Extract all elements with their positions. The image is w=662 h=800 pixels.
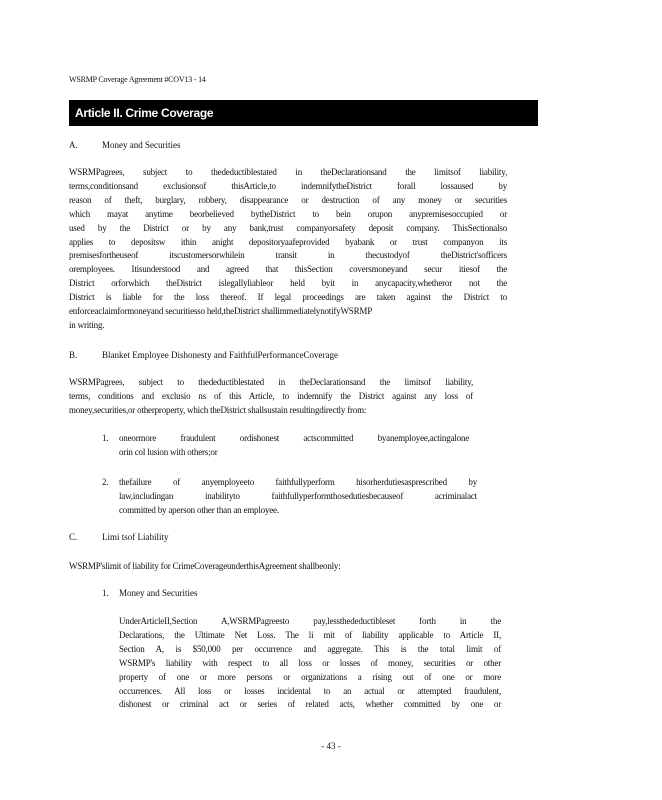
- item-number: 1.: [102, 433, 109, 443]
- text-line: applies to depositsw ithin anight depositoryaafeprovided byabank or trust companyon its: [69, 236, 507, 247]
- section-b-heading: [69, 350, 338, 360]
- text-line: WSRMP's liability with respect to all loss or losses of money, securities or other: [119, 657, 501, 668]
- item-text: [119, 432, 469, 460]
- page-number: - 43 -: [321, 741, 341, 751]
- section-letter: C.: [69, 532, 78, 542]
- text-line: oremployees. Itisunderstood and agreed that thisSection coversmoneyand secur itiesof the: [69, 264, 507, 275]
- text-line: dishonest or criminal act or series of related acts, whether committed by one or: [119, 699, 501, 710]
- section-b-body: [69, 376, 473, 418]
- text-line: Section A, is $50,000 per occurrence and aggregate. This is the total limit of: [119, 643, 501, 654]
- text-line: terms, conditions and exclusio ns of this Article, to indemnify the District against any loss of: [69, 390, 473, 401]
- text-line: oneormore fraudulent ordishonest actscommitted byanemployee,actingalone: [119, 433, 469, 443]
- section-a-heading: [69, 140, 180, 150]
- text-line: District is liable for the loss thereof. If legal proceedings are taken against the District to: [69, 292, 507, 303]
- text-line: occurrences. All loss or losses incidental to an actual or attempted fraudulent,: [119, 685, 501, 696]
- text-line: thefailure of anyemployeeto faithfullyperform hisorherdutiesasprescribed by: [119, 477, 477, 487]
- text-line: District orforwhich theDistrict islegallyliableor held byit in anycapacity,whetheror not the: [69, 278, 507, 289]
- text-line: WSRMPagrees, subject to thedeductiblestated in theDeclarationsand the limitsof liability,: [69, 377, 473, 387]
- text-line: property of one or more persons or organizations a rising out of one or more: [119, 671, 501, 682]
- text-line: law,includingan inabilityto faithfullyperformthosedutiesbecauseof acriminalact: [119, 490, 477, 501]
- text-line: money,securities,or otherproperty, which theDistrict shallsustain resultingdirectly from:: [69, 404, 367, 415]
- text-line: premisesfortheuseof itscustomersorwhilein transit in thecustodyof theDistrict'sofficers: [69, 250, 507, 261]
- item-number: 2.: [102, 477, 109, 487]
- text-line: terms,conditionsand exclusionsof thisArticle,to indemnifytheDistrict forall lossaused by: [69, 180, 507, 191]
- subsection-heading: [102, 588, 197, 598]
- item-text: [119, 476, 477, 518]
- text-line: in writing.: [69, 319, 105, 330]
- item-number: 1.: [102, 588, 109, 598]
- section-c-intro: [69, 560, 429, 574]
- section-letter: A.: [69, 140, 78, 150]
- text-line: Declarations, the Ultimate Net Loss. The li mit of liability applicable to Article II,: [119, 629, 501, 640]
- article-title-bar: Article II. Crime Coverage: [69, 100, 538, 126]
- section-title: Limi tsof Liability: [102, 532, 169, 542]
- text-line: committed by aperson other than an employee.: [119, 504, 279, 515]
- text-line: which mayat anytime beorbelieved bytheDistrict to bein orupon anypremisesoccupied or: [69, 208, 507, 219]
- section-title: Money and Securities: [102, 140, 181, 150]
- section-a-body: [69, 166, 507, 333]
- text-line: UnderArticleII,Section A,WSRMPagreesto pay,lessthedeductibleset forth in the: [119, 616, 501, 626]
- text-line: enforceaclaimformoneyand securitiesso held,theDistrict shallimmediatelynotifyWSRMP: [69, 306, 373, 317]
- page-header: WSRMP Coverage Agreement #COV13 - 14: [69, 75, 206, 84]
- subsection-title: Money and Securities: [119, 588, 198, 598]
- text-line: orin col lusion with others;or: [119, 446, 218, 457]
- text-line: WSRMPagrees, subject to thedeductiblestated in theDeclarationsand the limitsof liability,: [69, 167, 507, 177]
- section-letter: B.: [69, 350, 78, 360]
- section-c-body: [119, 615, 501, 712]
- section-title: Blanket Employee Dishonesty and FaithfulPerformanceCoverage: [102, 350, 338, 360]
- section-c-heading: [69, 532, 169, 542]
- text-line: used by the District or by any bank,trust companyorsafety deposit company. ThisSectionalso: [69, 222, 507, 233]
- text-line: reason of theft, burglary, robbery, disappearance or destruction of any money or securities: [69, 194, 507, 205]
- text-line: WSRMP'slimit of liability for CrimeCoverageunderthisAgreement shallbeonly:: [69, 561, 341, 571]
